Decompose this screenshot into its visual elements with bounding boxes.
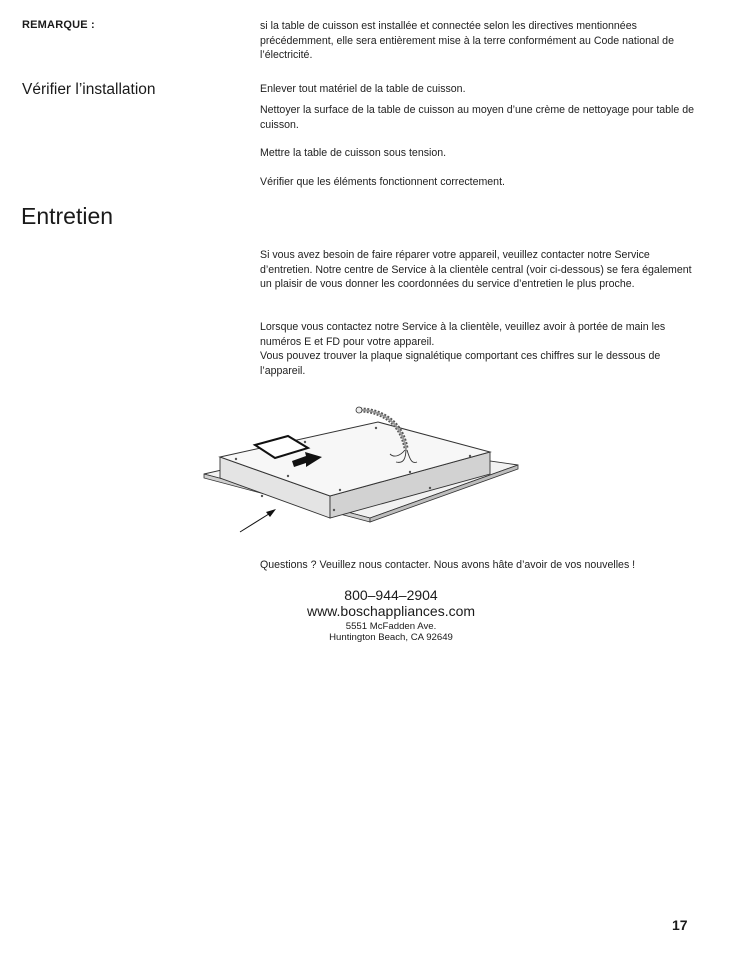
page-number: 17 <box>672 917 688 933</box>
contact-address-line-1: 5551 McFadden Ave. <box>345 621 437 632</box>
remark-label: REMARQUE : <box>22 19 95 31</box>
contact-questions: Questions ? Veuillez nous contacter. Nous avons hâte d’avoir de vos nouvelles ! <box>260 559 636 571</box>
verify-step-4: Vérifier que les éléments fonctionnent correctement. <box>260 176 505 188</box>
verify-heading: Vérifier l’installation <box>22 81 156 98</box>
contact-website[interactable]: www.boschappliances.com <box>306 603 476 619</box>
verify-step-3: Mettre la table de cuisson sous tension. <box>260 147 447 159</box>
service-heading: Entretien <box>21 203 114 229</box>
contact-phone: 800–944–2904 <box>344 587 438 603</box>
cooktop-underside-illustration <box>200 392 530 548</box>
service-paragraph-2b: Vous pouvez trouver la plaque signalétique comportant ces chiffres sur le dessous de l’appareil. <box>260 350 661 377</box>
service-paragraph-2a: Lorsque vous contactez notre Service à la clientèle, veuillez avoir à portée de main les numéros E et FD pour votre appareil. <box>260 321 666 348</box>
verify-step-1: Enlever tout matériel de la table de cuisson. <box>260 83 466 95</box>
remark-text: si la table de cuisson est installée et connectée selon les directives mentionnées précédemment, elle sera entièrement mise à la terre conformément au Code national de l’électricité. <box>260 20 674 62</box>
verify-step-2: Nettoyer la surface de la table de cuisson au moyen d’une crème de nettoyage pour table de cuisson. <box>260 104 695 131</box>
service-paragraph-1: Si vous avez besoin de faire réparer votre appareil, veuillez contacter notre Service d’entretien. Notre centre de Service à la clientèle central (voir ci-dessous) se fera également un plaisir de vous donner les coordonnées du service d’entretien le plus proche. <box>260 249 692 291</box>
contact-address-line-2: Huntington Beach, CA 92649 <box>329 632 453 643</box>
